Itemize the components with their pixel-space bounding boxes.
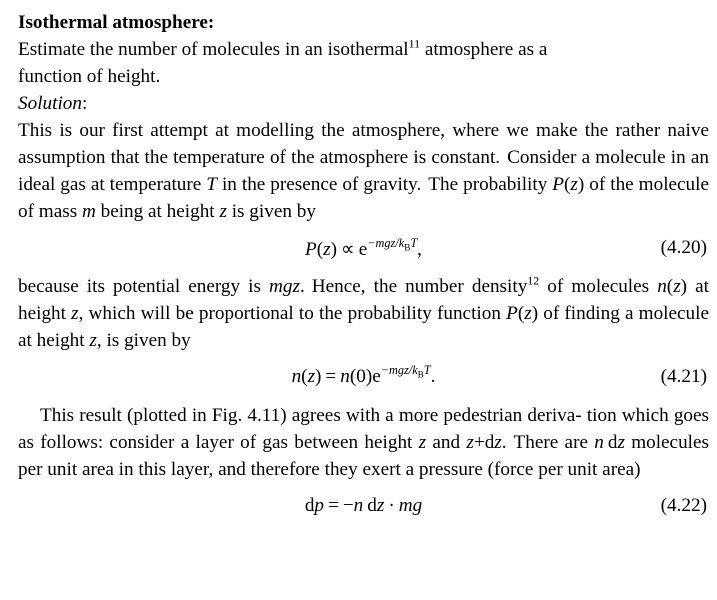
equation-4-22-number: (4.22) <box>660 494 707 516</box>
equation-4-20 <box>18 237 709 263</box>
equation-4-22 <box>18 495 709 521</box>
paragraph-2: because its potential energy is mgz. Hence, the number density$^{12}$ of molecules n(z) at height z, which will be proportional to the probability function P(z) of finding a molecule at height z, is given by <box>18 273 709 351</box>
example-title-colon: : <box>207 12 215 33</box>
paragraph-3: This result (plotted in Fig. 4.11) agrees with a more pedestrian deriva- tion which goes as follows: consider a layer of gas between height z and z+dz. There are n dz molecules per unit area in this layer, and therefore they exert a pressure (force per unit area) <box>18 404 709 480</box>
equation-4-20-body: $P(z) \propto e^{-mgz/k_BT}$, <box>305 236 422 260</box>
equation-4-21 <box>18 363 709 392</box>
example-heading <box>18 10 709 37</box>
problem-statement <box>18 37 709 91</box>
footnote-marker-11: 11 <box>408 36 421 51</box>
equation-4-22-body: dp = −n dz · mg <box>304 494 423 516</box>
solution-colon: : <box>81 92 88 114</box>
equation-4-21-number: (4.21) <box>660 365 707 387</box>
equation-4-20-number: (4.20) <box>660 236 707 258</box>
problem-statement-text-b: atmosphere as a <box>420 38 548 60</box>
paragraph-1: This is our first attempt at modelling the atmosphere, where we make the rather naive assumption that the temperature of the atmosphere is constant. Consider a molecule in an ideal gas at temperature T in the presence of gravity. The probability P(z) of the molecule of mass m being at height z is given by <box>18 119 709 222</box>
solution-heading <box>18 91 709 118</box>
problem-statement-text-c: function of height. <box>18 65 161 87</box>
problem-statement-text-a: Estimate the number of molecules in an isothermal <box>18 38 409 60</box>
solution-label: Solution <box>18 92 82 114</box>
example-title: Isothermal atmosphere <box>18 12 208 33</box>
equation-4-21-body: $n(z) = n(0)e^{-mgz/k_BT}$. <box>291 363 436 387</box>
